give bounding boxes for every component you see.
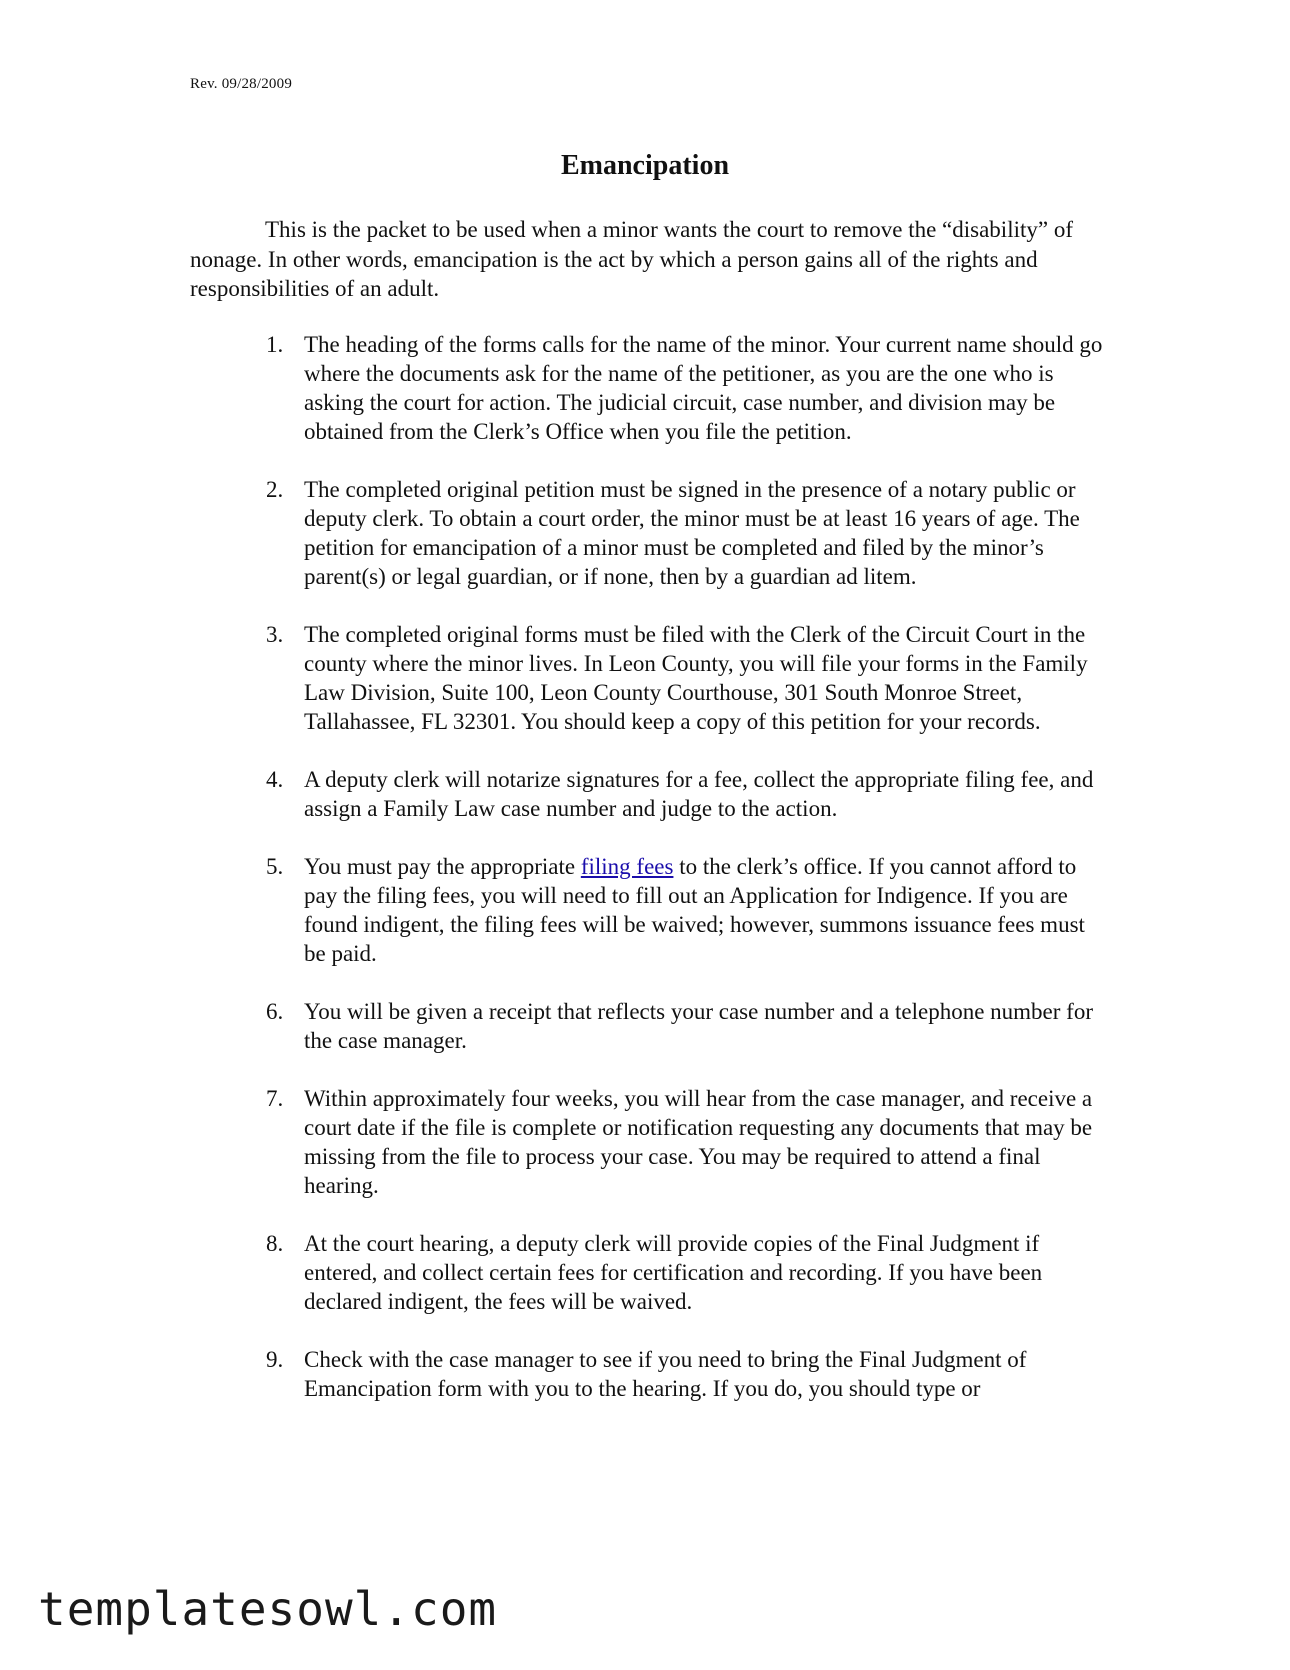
step-text: The heading of the forms calls for the name of the minor. Your current name should go where the documents ask for the name of the petitioner, as you are the one who is asking the court for action. The judicial circuit, case number, and division may be obtained from the Clerk’s Office when you file the petition. xyxy=(304,332,1103,444)
instruction-step-8 xyxy=(250,1229,1110,1316)
watermark-text: templatesowl.com xyxy=(38,1582,498,1636)
step-text: Within approximately four weeks, you will hear from the case manager, and receive a court date if the file is complete or notification requesting any documents that may be missing from the file to process your case. You may be required to attend a final hearing. xyxy=(304,1086,1093,1198)
instruction-step-9 xyxy=(250,1345,1110,1403)
instruction-step-3 xyxy=(250,620,1110,736)
instruction-list xyxy=(250,330,1110,1432)
step-text: The completed original forms must be filed with the Clerk of the Circuit Court in the county where the minor lives. In Leon County, you will file your forms in the Family Law Division, Suite 100, Leon County Courthouse, 301 South Monroe Street, Tallahassee, FL 32301. You should keep a copy of this petition for your records. xyxy=(304,622,1088,734)
step-number: 2. xyxy=(266,477,284,502)
step-text: You will be given a receipt that reflects your case number and a telephone number for the case manager. xyxy=(304,999,1093,1053)
step-text: Check with the case manager to see if you need to bring the Final Judgment of Emancipation form with you to the hearing. If you do, you should type or xyxy=(304,1347,1027,1401)
step-text-before-link: You must pay the appropriate xyxy=(304,854,581,879)
document-title: Emancipation xyxy=(560,150,730,181)
step-number: 5. xyxy=(266,854,284,879)
intro-paragraph: This is the packet to be used when a minor wants the court to remove the “disability” of nonage. In other words, emancipation is the act by which a person gains all of the rights and responsibilities of an adult. xyxy=(190,217,1073,301)
step-number: 4. xyxy=(266,767,284,792)
step-text: The completed original petition must be signed in the presence of a notary public or deputy clerk. To obtain a court order, the minor must be at least 16 years of age. The petition for emancipation of a minor must be completed and filed by the minor’s parent(s) or legal guardian, or if none, then by a guardian ad litem. xyxy=(304,477,1080,589)
step-number: 7. xyxy=(266,1086,284,1111)
step-text: At the court hearing, a deputy clerk will provide copies of the Final Judgment if entered, and collect certain fees for certification and recording. If you have been declared indigent, the fees will be waived. xyxy=(304,1231,1043,1314)
step-number: 1. xyxy=(266,332,284,357)
step-number: 9. xyxy=(266,1347,284,1372)
step-text: A deputy clerk will notarize signatures for a fee, collect the appropriate filing fee, and assign a Family Law case number and judge to the action. xyxy=(304,767,1094,821)
step-text-after-link: to the clerk’s office. If you cannot afford to pay the filing fees, you will need to fill out an Application for Indigence. If you are found indigent, the filing fees will be waived; however, summons issuance fees must be paid. xyxy=(304,854,1085,966)
instruction-step-2 xyxy=(250,475,1110,591)
step-number: 3. xyxy=(266,622,284,647)
filing-fees-link[interactable]: filing fees xyxy=(580,854,674,879)
instruction-step-7 xyxy=(250,1084,1110,1200)
instruction-step-4 xyxy=(250,765,1110,823)
instruction-step-5 xyxy=(250,852,1110,968)
instruction-step-1 xyxy=(250,330,1110,446)
instruction-step-6 xyxy=(250,997,1110,1055)
step-number: 6. xyxy=(266,999,284,1024)
step-number: 8. xyxy=(266,1231,284,1256)
revision-date: Rev. 09/28/2009 xyxy=(190,76,293,92)
